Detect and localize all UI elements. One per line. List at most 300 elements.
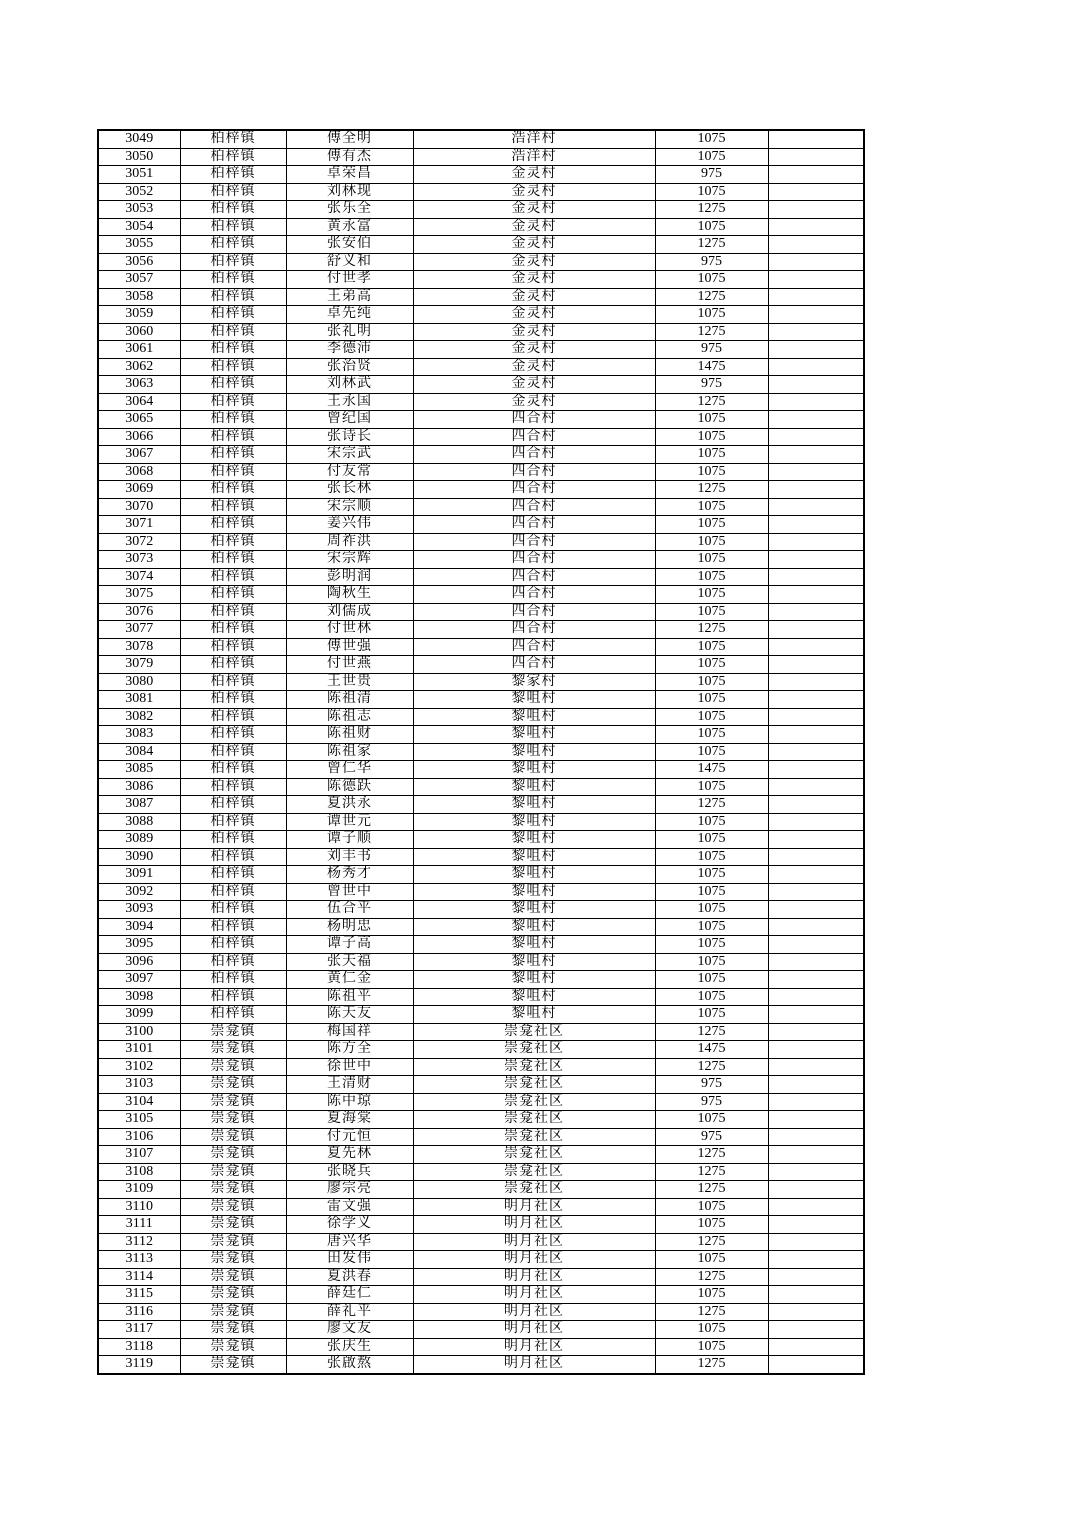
- table-row: [98, 1128, 864, 1146]
- amount-cell: 1075: [655, 1251, 768, 1269]
- town-cell: 柏梓镇: [180, 218, 286, 236]
- name-cell: 梅国祥: [286, 1023, 413, 1041]
- town-cell: 柏梓镇: [180, 428, 286, 446]
- amount-cell: 1275: [655, 393, 768, 411]
- remark-cell: [768, 1128, 864, 1146]
- table-row: [98, 568, 864, 586]
- remark-cell: [768, 341, 864, 359]
- village-cell: 明月社区: [413, 1251, 655, 1269]
- village-cell: 四合村: [413, 586, 655, 604]
- table-row: [98, 1058, 864, 1076]
- remark-cell: [768, 411, 864, 429]
- village-cell: 金灵村: [413, 288, 655, 306]
- amount-cell: 1075: [655, 708, 768, 726]
- serial-cell: 3113: [98, 1251, 180, 1269]
- village-cell: 黎咀村: [413, 726, 655, 744]
- serial-cell: 3072: [98, 533, 180, 551]
- serial-cell: 3074: [98, 568, 180, 586]
- amount-cell: 1075: [655, 586, 768, 604]
- serial-cell: 3071: [98, 516, 180, 534]
- name-cell: 陈天友: [286, 1006, 413, 1024]
- serial-cell: 3049: [98, 130, 180, 148]
- name-cell: 徐世中: [286, 1058, 413, 1076]
- table-row: [98, 1356, 864, 1374]
- serial-cell: 3081: [98, 691, 180, 709]
- remark-cell: [768, 726, 864, 744]
- table-row: [98, 271, 864, 289]
- name-cell: 付世燕: [286, 656, 413, 674]
- town-cell: 崇龛镇: [180, 1146, 286, 1164]
- remark-cell: [768, 1303, 864, 1321]
- serial-cell: 3114: [98, 1268, 180, 1286]
- village-cell: 四合村: [413, 621, 655, 639]
- town-cell: 柏梓镇: [180, 551, 286, 569]
- amount-cell: 1075: [655, 183, 768, 201]
- remark-cell: [768, 586, 864, 604]
- town-cell: 柏梓镇: [180, 971, 286, 989]
- remark-cell: [768, 218, 864, 236]
- village-cell: 黎咀村: [413, 691, 655, 709]
- table-row: [98, 656, 864, 674]
- serial-cell: 3064: [98, 393, 180, 411]
- town-cell: 崇龛镇: [180, 1181, 286, 1199]
- remark-cell: [768, 1268, 864, 1286]
- name-cell: 谭子高: [286, 936, 413, 954]
- town-cell: 柏梓镇: [180, 288, 286, 306]
- amount-cell: 1075: [655, 656, 768, 674]
- table-row: [98, 761, 864, 779]
- name-cell: 陈祖财: [286, 726, 413, 744]
- amount-cell: 1475: [655, 1041, 768, 1059]
- name-cell: 薛礼平: [286, 1303, 413, 1321]
- table-row: [98, 726, 864, 744]
- name-cell: 夏先林: [286, 1146, 413, 1164]
- table-row: [98, 533, 864, 551]
- amount-cell: 1075: [655, 918, 768, 936]
- name-cell: 王世贵: [286, 673, 413, 691]
- serial-cell: 3089: [98, 831, 180, 849]
- remark-cell: [768, 568, 864, 586]
- name-cell: 彭明润: [286, 568, 413, 586]
- serial-cell: 3105: [98, 1111, 180, 1129]
- amount-cell: 1075: [655, 498, 768, 516]
- town-cell: 柏梓镇: [180, 568, 286, 586]
- amount-cell: 1075: [655, 743, 768, 761]
- remark-cell: [768, 708, 864, 726]
- town-cell: 柏梓镇: [180, 761, 286, 779]
- remark-cell: [768, 883, 864, 901]
- name-cell: 王永国: [286, 393, 413, 411]
- serial-cell: 3103: [98, 1076, 180, 1094]
- table-row: [98, 1181, 864, 1199]
- name-cell: 曾仁华: [286, 761, 413, 779]
- serial-cell: 3094: [98, 918, 180, 936]
- village-cell: 明月社区: [413, 1198, 655, 1216]
- town-cell: 崇龛镇: [180, 1093, 286, 1111]
- table-row: [98, 918, 864, 936]
- name-cell: 黄仁金: [286, 971, 413, 989]
- town-cell: 崇龛镇: [180, 1111, 286, 1129]
- table-row: [98, 551, 864, 569]
- town-cell: 柏梓镇: [180, 358, 286, 376]
- table-row: [98, 218, 864, 236]
- town-cell: 崇龛镇: [180, 1356, 286, 1374]
- amount-cell: 1275: [655, 1268, 768, 1286]
- serial-cell: 3078: [98, 638, 180, 656]
- amount-cell: 1075: [655, 1321, 768, 1339]
- serial-cell: 3077: [98, 621, 180, 639]
- remark-cell: [768, 1041, 864, 1059]
- serial-cell: 3085: [98, 761, 180, 779]
- amount-cell: 1075: [655, 831, 768, 849]
- village-cell: 黎咀村: [413, 883, 655, 901]
- name-cell: 曾世中: [286, 883, 413, 901]
- name-cell: 雷文强: [286, 1198, 413, 1216]
- amount-cell: 1075: [655, 533, 768, 551]
- remark-cell: [768, 288, 864, 306]
- roster-table: [97, 129, 865, 1375]
- table-row: [98, 1286, 864, 1304]
- village-cell: 明月社区: [413, 1268, 655, 1286]
- town-cell: 崇龛镇: [180, 1268, 286, 1286]
- name-cell: 田发伟: [286, 1251, 413, 1269]
- name-cell: 宋宗辉: [286, 551, 413, 569]
- amount-cell: 1275: [655, 1233, 768, 1251]
- table-row: [98, 1023, 864, 1041]
- village-cell: 崇龛社区: [413, 1058, 655, 1076]
- town-cell: 柏梓镇: [180, 586, 286, 604]
- name-cell: 黄永富: [286, 218, 413, 236]
- village-cell: 金灵村: [413, 323, 655, 341]
- serial-cell: 3108: [98, 1163, 180, 1181]
- town-cell: 柏梓镇: [180, 306, 286, 324]
- amount-cell: 1075: [655, 516, 768, 534]
- amount-cell: 975: [655, 1093, 768, 1111]
- table-row: [98, 498, 864, 516]
- village-cell: 四合村: [413, 533, 655, 551]
- name-cell: 谭世元: [286, 813, 413, 831]
- serial-cell: 3119: [98, 1356, 180, 1374]
- table-row: [98, 1251, 864, 1269]
- serial-cell: 3109: [98, 1181, 180, 1199]
- remark-cell: [768, 446, 864, 464]
- amount-cell: 1075: [655, 1216, 768, 1234]
- village-cell: 金灵村: [413, 218, 655, 236]
- town-cell: 柏梓镇: [180, 743, 286, 761]
- town-cell: 柏梓镇: [180, 411, 286, 429]
- roster-table-body: [98, 130, 864, 1374]
- serial-cell: 3082: [98, 708, 180, 726]
- town-cell: 柏梓镇: [180, 848, 286, 866]
- name-cell: 张啟熬: [286, 1356, 413, 1374]
- table-row: [98, 831, 864, 849]
- town-cell: 柏梓镇: [180, 481, 286, 499]
- village-cell: 金灵村: [413, 183, 655, 201]
- name-cell: 王清财: [286, 1076, 413, 1094]
- amount-cell: 1075: [655, 953, 768, 971]
- remark-cell: [768, 1338, 864, 1356]
- name-cell: 付友常: [286, 463, 413, 481]
- name-cell: 陈中琼: [286, 1093, 413, 1111]
- table-row: [98, 446, 864, 464]
- remark-cell: [768, 761, 864, 779]
- serial-cell: 3079: [98, 656, 180, 674]
- serial-cell: 3097: [98, 971, 180, 989]
- table-row: [98, 988, 864, 1006]
- village-cell: 黎咀村: [413, 848, 655, 866]
- remark-cell: [768, 1058, 864, 1076]
- amount-cell: 1475: [655, 358, 768, 376]
- table-row: [98, 848, 864, 866]
- amount-cell: 1075: [655, 1111, 768, 1129]
- amount-cell: 1075: [655, 306, 768, 324]
- village-cell: 崇龛社区: [413, 1076, 655, 1094]
- remark-cell: [768, 1181, 864, 1199]
- remark-cell: [768, 673, 864, 691]
- village-cell: 浩洋村: [413, 130, 655, 148]
- name-cell: 刘林现: [286, 183, 413, 201]
- table-row: [98, 1303, 864, 1321]
- village-cell: 黎咀村: [413, 866, 655, 884]
- amount-cell: 1075: [655, 551, 768, 569]
- remark-cell: [768, 1093, 864, 1111]
- name-cell: 张长林: [286, 481, 413, 499]
- table-row: [98, 306, 864, 324]
- amount-cell: 1075: [655, 901, 768, 919]
- table-row: [98, 1041, 864, 1059]
- serial-cell: 3087: [98, 796, 180, 814]
- remark-cell: [768, 358, 864, 376]
- table-row: [98, 796, 864, 814]
- name-cell: 刘林武: [286, 376, 413, 394]
- remark-cell: [768, 533, 864, 551]
- town-cell: 柏梓镇: [180, 498, 286, 516]
- serial-cell: 3070: [98, 498, 180, 516]
- remark-cell: [768, 1146, 864, 1164]
- town-cell: 柏梓镇: [180, 341, 286, 359]
- table-row: [98, 341, 864, 359]
- town-cell: 柏梓镇: [180, 393, 286, 411]
- name-cell: 杨明忠: [286, 918, 413, 936]
- serial-cell: 3067: [98, 446, 180, 464]
- serial-cell: 3062: [98, 358, 180, 376]
- amount-cell: 1075: [655, 411, 768, 429]
- village-cell: 明月社区: [413, 1233, 655, 1251]
- serial-cell: 3055: [98, 236, 180, 254]
- name-cell: 夏海棠: [286, 1111, 413, 1129]
- serial-cell: 3098: [98, 988, 180, 1006]
- amount-cell: 1075: [655, 726, 768, 744]
- remark-cell: [768, 691, 864, 709]
- serial-cell: 3063: [98, 376, 180, 394]
- village-cell: 黎咀村: [413, 918, 655, 936]
- name-cell: 卓先纯: [286, 306, 413, 324]
- name-cell: 付世孝: [286, 271, 413, 289]
- amount-cell: 1075: [655, 218, 768, 236]
- remark-cell: [768, 306, 864, 324]
- remark-cell: [768, 796, 864, 814]
- town-cell: 柏梓镇: [180, 166, 286, 184]
- name-cell: 李德沛: [286, 341, 413, 359]
- table-row: [98, 953, 864, 971]
- name-cell: 薛廷仁: [286, 1286, 413, 1304]
- table-row: [98, 411, 864, 429]
- serial-cell: 3107: [98, 1146, 180, 1164]
- village-cell: 黎咀村: [413, 971, 655, 989]
- name-cell: 张乐全: [286, 201, 413, 219]
- village-cell: 崇龛社区: [413, 1093, 655, 1111]
- serial-cell: 3111: [98, 1216, 180, 1234]
- table-row: [98, 323, 864, 341]
- name-cell: 王弟高: [286, 288, 413, 306]
- serial-cell: 3060: [98, 323, 180, 341]
- remark-cell: [768, 201, 864, 219]
- remark-cell: [768, 463, 864, 481]
- serial-cell: 3066: [98, 428, 180, 446]
- name-cell: 廖文友: [286, 1321, 413, 1339]
- remark-cell: [768, 253, 864, 271]
- amount-cell: 1075: [655, 271, 768, 289]
- name-cell: 陈祖志: [286, 708, 413, 726]
- serial-cell: 3092: [98, 883, 180, 901]
- table-row: [98, 236, 864, 254]
- remark-cell: [768, 1006, 864, 1024]
- table-row: [98, 673, 864, 691]
- table-row: [98, 1111, 864, 1129]
- serial-cell: 3083: [98, 726, 180, 744]
- amount-cell: 1075: [655, 1198, 768, 1216]
- village-cell: 四合村: [413, 463, 655, 481]
- name-cell: 陈祖家: [286, 743, 413, 761]
- serial-cell: 3096: [98, 953, 180, 971]
- serial-cell: 3091: [98, 866, 180, 884]
- town-cell: 崇龛镇: [180, 1058, 286, 1076]
- remark-cell: [768, 831, 864, 849]
- serial-cell: 3075: [98, 586, 180, 604]
- name-cell: 傅世强: [286, 638, 413, 656]
- table-row: [98, 1093, 864, 1111]
- village-cell: 金灵村: [413, 236, 655, 254]
- town-cell: 崇龛镇: [180, 1251, 286, 1269]
- remark-cell: [768, 1251, 864, 1269]
- town-cell: 崇龛镇: [180, 1303, 286, 1321]
- town-cell: 崇龛镇: [180, 1216, 286, 1234]
- remark-cell: [768, 1216, 864, 1234]
- name-cell: 宋宗顺: [286, 498, 413, 516]
- village-cell: 四合村: [413, 516, 655, 534]
- table-row: [98, 376, 864, 394]
- name-cell: 张礼明: [286, 323, 413, 341]
- amount-cell: 975: [655, 253, 768, 271]
- table-row: [98, 481, 864, 499]
- name-cell: 陶秋生: [286, 586, 413, 604]
- table-row: [98, 1321, 864, 1339]
- serial-cell: 3076: [98, 603, 180, 621]
- village-cell: 金灵村: [413, 166, 655, 184]
- amount-cell: 1075: [655, 148, 768, 166]
- village-cell: 四合村: [413, 568, 655, 586]
- village-cell: 四合村: [413, 603, 655, 621]
- remark-cell: [768, 271, 864, 289]
- town-cell: 崇龛镇: [180, 1023, 286, 1041]
- serial-cell: 3054: [98, 218, 180, 236]
- remark-cell: [768, 743, 864, 761]
- village-cell: 浩洋村: [413, 148, 655, 166]
- name-cell: 张治贤: [286, 358, 413, 376]
- town-cell: 崇龛镇: [180, 1076, 286, 1094]
- amount-cell: 1275: [655, 236, 768, 254]
- village-cell: 明月社区: [413, 1356, 655, 1374]
- town-cell: 柏梓镇: [180, 130, 286, 148]
- remark-cell: [768, 936, 864, 954]
- town-cell: 柏梓镇: [180, 936, 286, 954]
- table-row: [98, 253, 864, 271]
- table-row: [98, 901, 864, 919]
- name-cell: 傅全明: [286, 130, 413, 148]
- serial-cell: 3106: [98, 1128, 180, 1146]
- serial-cell: 3102: [98, 1058, 180, 1076]
- village-cell: 四合村: [413, 638, 655, 656]
- amount-cell: 1275: [655, 323, 768, 341]
- remark-cell: [768, 638, 864, 656]
- remark-cell: [768, 236, 864, 254]
- remark-cell: [768, 1163, 864, 1181]
- table-row: [98, 1233, 864, 1251]
- remark-cell: [768, 1321, 864, 1339]
- name-cell: 陈德跃: [286, 778, 413, 796]
- name-cell: 陈祖平: [286, 988, 413, 1006]
- amount-cell: 1075: [655, 673, 768, 691]
- amount-cell: 975: [655, 341, 768, 359]
- village-cell: 黎咀村: [413, 988, 655, 1006]
- table-row: [98, 586, 864, 604]
- name-cell: 张天福: [286, 953, 413, 971]
- serial-cell: 3110: [98, 1198, 180, 1216]
- town-cell: 柏梓镇: [180, 778, 286, 796]
- town-cell: 柏梓镇: [180, 656, 286, 674]
- serial-cell: 3053: [98, 201, 180, 219]
- remark-cell: [768, 148, 864, 166]
- table-row: [98, 1198, 864, 1216]
- name-cell: 张诗长: [286, 428, 413, 446]
- serial-cell: 3088: [98, 813, 180, 831]
- table-row: [98, 516, 864, 534]
- remark-cell: [768, 1233, 864, 1251]
- amount-cell: 1075: [655, 446, 768, 464]
- table-row: [98, 463, 864, 481]
- remark-cell: [768, 778, 864, 796]
- name-cell: 徐学义: [286, 1216, 413, 1234]
- amount-cell: 1275: [655, 1163, 768, 1181]
- town-cell: 崇龛镇: [180, 1198, 286, 1216]
- town-cell: 柏梓镇: [180, 883, 286, 901]
- town-cell: 柏梓镇: [180, 1006, 286, 1024]
- village-cell: 金灵村: [413, 306, 655, 324]
- table-row: [98, 743, 864, 761]
- town-cell: 柏梓镇: [180, 253, 286, 271]
- serial-cell: 3061: [98, 341, 180, 359]
- amount-cell: 1075: [655, 988, 768, 1006]
- table-row: [98, 1006, 864, 1024]
- amount-cell: 1275: [655, 621, 768, 639]
- village-cell: 黎咀村: [413, 936, 655, 954]
- remark-cell: [768, 848, 864, 866]
- town-cell: 柏梓镇: [180, 901, 286, 919]
- village-cell: 四合村: [413, 446, 655, 464]
- table-row: [98, 621, 864, 639]
- amount-cell: 1075: [655, 463, 768, 481]
- amount-cell: 1075: [655, 936, 768, 954]
